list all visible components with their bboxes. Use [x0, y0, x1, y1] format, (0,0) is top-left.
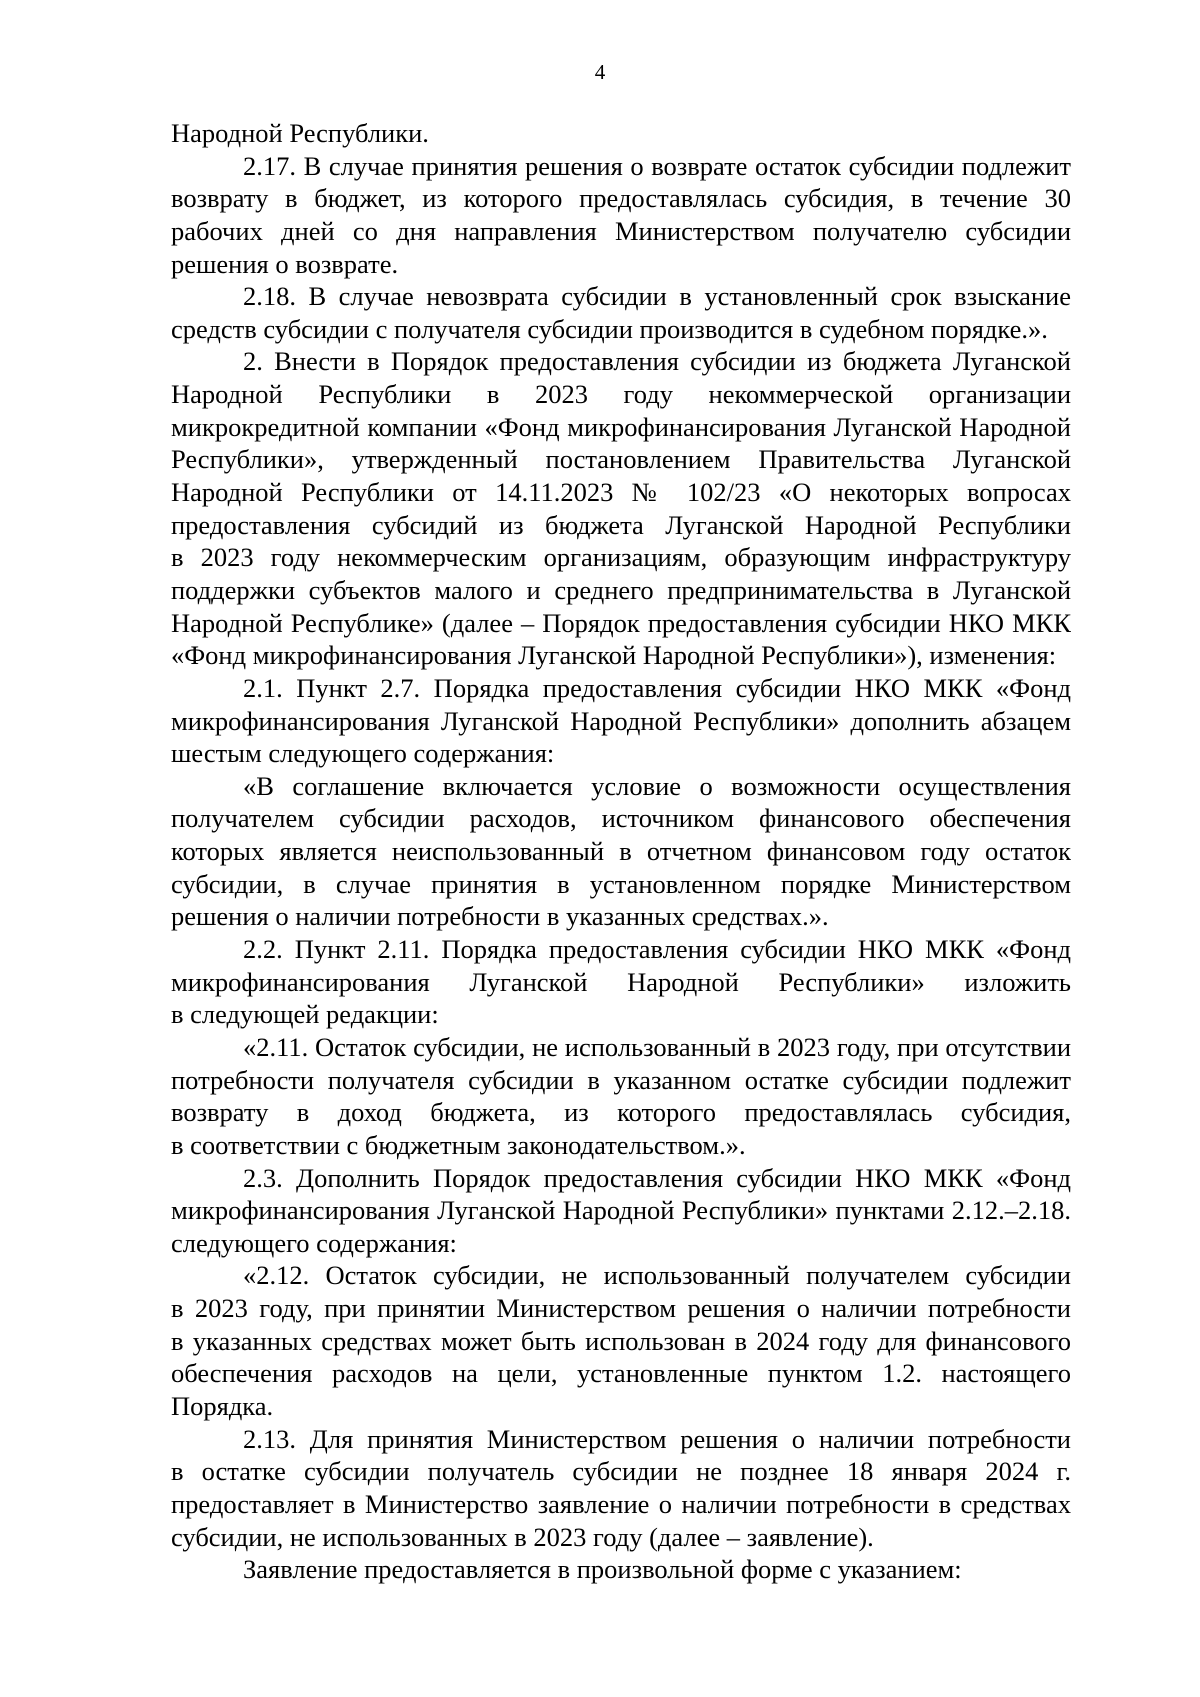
text-line: решения о наличии потребности в указанных средствах.». [171, 901, 829, 932]
text-line: Народной Республики от 14.11.2023 № 102/23 «О некоторых вопросах [171, 477, 1071, 508]
text-line: возврату в доход бюджета, из которого предоставлялась субсидия, [171, 1097, 1071, 1128]
text-line: микрокредитной компании «Фонд микрофинансирования Луганской Народной [171, 411, 1071, 442]
text-line: 2.1. Пункт 2.7. Порядка предоставления субсидии НКО МКК «Фонд [243, 672, 1071, 703]
text-line: Заявление предоставляется в произвольной форме с указанием: [243, 1554, 962, 1585]
text-line: Народной Республике» (далее – Порядок предоставления субсидии НКО МКК [171, 607, 1071, 638]
text-line: Республики», утвержденный постановлением Правительства Луганской [171, 444, 1071, 475]
text-line: Народной Республики. [171, 118, 429, 148]
text-line: 2.3. Дополнить Порядок предоставления субсидии НКО МКК «Фонд [243, 1162, 1071, 1193]
text-line: в следующей редакции: [171, 999, 439, 1030]
text-line: решения о возврате. [171, 248, 399, 279]
text-line: микрофинансирования Луганской Народной Республики» пунктами 2.12.–2.18. [171, 1195, 1071, 1226]
text-line: предоставления субсидий из бюджета Луганской Народной Республики [171, 509, 1071, 540]
text-line: 2.13. Для принятия Министерством решения о наличии потребности [243, 1423, 1071, 1454]
text-line: предоставляет в Министерство заявление о наличии потребности в средствах [171, 1488, 1071, 1519]
text-line: следующего содержания: [171, 1227, 457, 1258]
text-line: в 2023 году, при принятии Министерством решения о наличии потребности [171, 1293, 1071, 1324]
text-line: поддержки субъектов малого и среднего предпринимательства в Луганской [171, 574, 1071, 605]
page-number: 4 [594, 60, 606, 84]
text-line: 2.18. В случае невозврата субсидии в установленный срок взыскание [243, 281, 1071, 312]
text-line: «Фонд микрофинансирования Луганской Народной Республики»), изменения: [171, 640, 1057, 671]
text-line: шестым следующего содержания: [171, 738, 555, 769]
text-line: субсидии, в случае принятия в установленном порядке Министерством [171, 868, 1071, 899]
text-line: микрофинансирования Луганской Народной Республики» дополнить абзацем [171, 705, 1071, 736]
text-line: 2. Внести в Порядок предоставления субсидии из бюджета Луганской [243, 346, 1071, 377]
text-line: в остатке субсидии получатель субсидии не позднее 18 января 2024 г. [171, 1456, 1071, 1487]
text-line: рабочих дней со дня направления Министерством получателю субсидии [171, 215, 1071, 246]
text-line: микрофинансирования Луганской Народной Республики» изложить [171, 966, 1071, 997]
document-body [171, 117, 1071, 1586]
text-line: Народной Республики в 2023 году некоммерческой организации [171, 379, 1071, 410]
text-line: Порядка. [171, 1390, 274, 1421]
text-line: потребности получателя субсидии в указанном остатке субсидии подлежит [171, 1064, 1071, 1095]
text-line: в указанных средствах может быть использован в 2024 году для финансового [171, 1325, 1071, 1356]
text-line: «2.12. Остаток субсидии, не использованный получателем субсидии [243, 1260, 1071, 1291]
text-line: средств субсидии с получателя субсидии производится в судебном порядке.». [171, 313, 1048, 344]
text-line: в соответствии с бюджетным законодательством.». [171, 1129, 746, 1160]
text-line: «В соглашение включается условие о возможности осуществления [243, 770, 1071, 801]
text-line: 2.17. В случае принятия решения о возврате остаток субсидии подлежит [243, 150, 1071, 181]
text-line: которых является неиспользованный в отчетном финансовом году остаток [171, 836, 1071, 867]
text-line: возврату в бюджет, из которого предоставлялась субсидия, в течение 30 [171, 183, 1071, 214]
text-line: в 2023 году некоммерческим организациям, образующим инфраструктуру [171, 542, 1071, 573]
text-line: «2.11. Остаток субсидии, не использованный в 2023 году, при отсутствии [243, 1031, 1071, 1062]
text-line: 2.2. Пункт 2.11. Порядка предоставления субсидии НКО МКК «Фонд [243, 934, 1071, 965]
text-line: получателем субсидии расходов, источником финансового обеспечения [171, 803, 1071, 834]
text-line: субсидии, не использованных в 2023 году (далее – заявление). [171, 1521, 874, 1552]
text-line: обеспечения расходов на цели, установленные пунктом 1.2. настоящего [171, 1358, 1071, 1389]
